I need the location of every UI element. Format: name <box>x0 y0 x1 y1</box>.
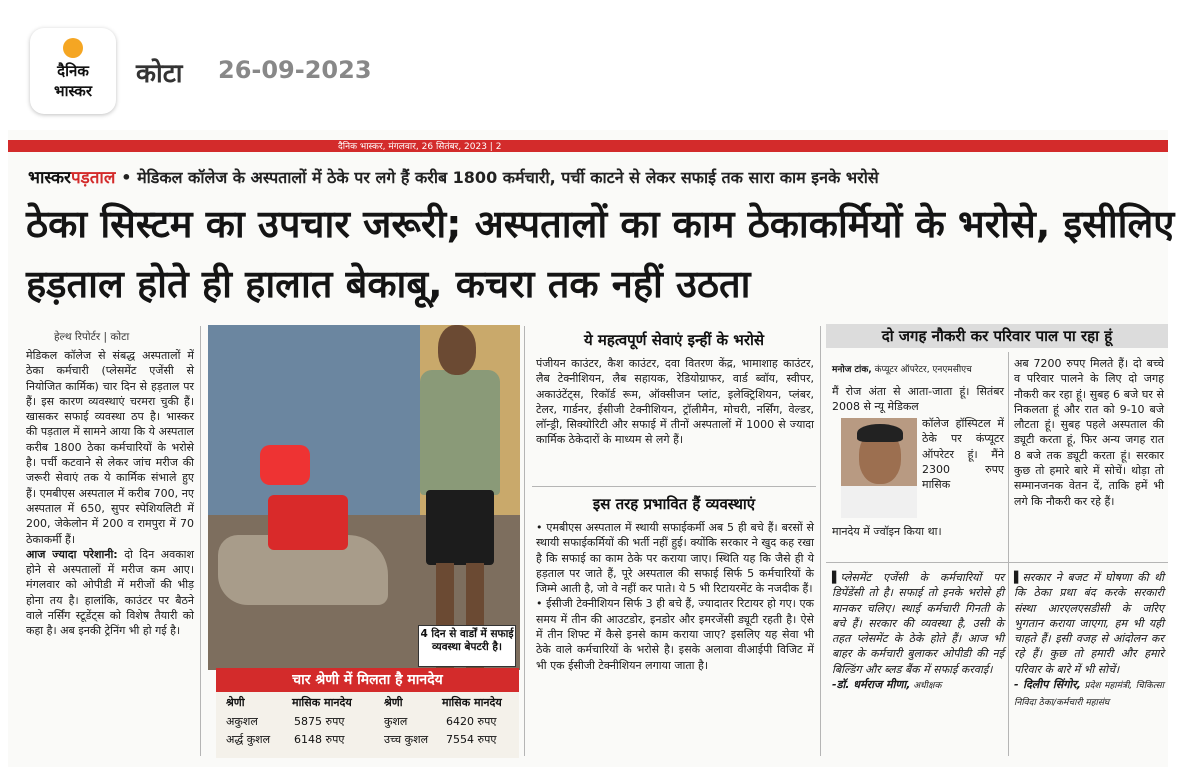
newspaper-clipping <box>8 130 1175 767</box>
worker-story-heading: दो जगह नौकरी कर परिवार पाल पा रहा हूं <box>826 324 1168 348</box>
col1-subhead: आज ज्यादा परेशानी: <box>26 547 118 561</box>
services-heading: ये महत्वपूर्ण सेवाएं इन्हीं के भरोसे <box>583 331 764 349</box>
story-tagline <box>28 166 879 190</box>
main-headline: ठेका सिस्टम का उपचार जरूरी; अस्पतालों का काम ठेकाकर्मियों के भरोसे, इसीलिए हड़ताल होते ही हालात बेकाबू, कचरा तक नहीं उठता <box>26 202 1175 306</box>
logo-text-line2: भास्कर <box>54 82 92 100</box>
superintendent-name: -डॉ. धर्मराज मीणा, <box>832 678 911 692</box>
column-divider <box>200 326 201 756</box>
pay-amount: 5875 रुपए <box>294 715 345 728</box>
hospital-garbage-photo <box>208 325 520 670</box>
superintendent-quote <box>832 570 1004 694</box>
pay-amount: 6148 रुपए <box>294 733 345 746</box>
article-column-1 <box>26 348 194 639</box>
logo-text-line1: दैनिक <box>57 62 89 80</box>
pay-table-title: चार श्रेणी में मिलता है मानदेय <box>216 668 519 692</box>
union-quote-text: ▌सरकार ने बजट में घोषणा की थी कि ठेका प्रथा बंद करके सरकारी संस्था आरएलएसडीसी के जरिए भुगतान कराया जाएगा, हम भी यही चाहते हैं। इसी वजह से आंदोलन कर रहे हैं। कुछ तो हमारी और हमारे परिवार के बारे में भी सोचें। <box>1014 571 1164 676</box>
page-header-strip <box>8 140 1168 152</box>
union-leader-role: प्रदेश महामंत्री, चिकित्सा निविदा ठेका/कर्मचारी महासंघ <box>1014 681 1164 709</box>
pay-scale-table <box>216 668 519 758</box>
worker-portrait <box>841 418 917 518</box>
impact-details <box>536 520 814 673</box>
app-header <box>0 0 1190 128</box>
tagline-brand-black: भास्कर <box>28 168 71 188</box>
worker-role: कंप्यूटर ऑपरेटर, एनएमसीएच <box>871 365 972 375</box>
tagline-brand-red: पड़ताल <box>70 168 116 188</box>
row-divider <box>532 486 816 487</box>
pay-category: कुशल <box>384 715 408 728</box>
col1-paragraph-2: दो दिन अवकाश होने से अस्पतालों में मरीज कम आए। मंगलवार को ओपीडी में मरीजों की भीड़ होना तय है। हालांकि, काउंटर पर बैठने वाले नर्सिंग स्टूडेंट्स को विशेष तैयारी को कहा है। अब इनकी ट्रेनिंग भी हो गई है। <box>26 547 194 638</box>
tagline-text: • मेडिकल कॉलेज के अस्पतालों में ठेके पर लगे हैं करीब 1800 कर्मचारी, पर्ची काटने से लेकर सफाई तक सारा काम इनके भरोसे <box>121 168 879 187</box>
impact-point-1: • एमबीएस अस्पताल में स्थायी सफाईकर्मी अब 5 ही बचे हैं। बरसों से स्थायी सफाईकर्मियों की भर्ती नहीं हुई। क्योंकि सरकार ने खुद कह रखा है कि सफाई का काम ठेके पर कराया जाए। स्थिति यह कि जैसे ही ये हड़ताल पर जाते हैं, पूरे अस्पताल की सफाई सिर्फ 5 कर्मचारियों के जिम्मे आती है, जो वे नहीं कर पाते। ये 5 भी रिटायरमेंट के नजदीक हैं। <box>536 521 814 596</box>
services-list: पंजीयन काउंटर, कैश काउंटर, दवा वितरण केंद्र, भामाशाह काउंटर, लैब टेक्नीशियन, लैब सहायक, रेडियोग्राफर, वार्ड ब्वॉय, स्वीपर, अकाउंटेंट्स, रिकॉर्ड रूम, ऑक्सीजन प्लांट, इलेक्ट्रिशियन, प्लंबर, टेलर, गार्डनर, ईसीजी टेक्नीशियन, ट्रॉलीमैन, मोचरी, नर्सिंग, वेल्डर, लॉन्ड्री, सिक्योरिटी और सफाई में तीनों अस्पतालों में 1000 से ज्यादा कार्मिक ठेकेदारों के माध्यम से लगे हैं। <box>536 357 814 447</box>
column-divider <box>1008 352 1009 756</box>
pay-amount: 7554 रुपए <box>446 733 497 746</box>
pay-table-header-pay: मासिक मानदेय <box>442 696 502 709</box>
worker-name-line <box>832 364 1004 376</box>
worker-quote-bottom: मानदेय में ज्वॉइन किया था। <box>832 525 942 538</box>
pay-category: अकुशल <box>226 715 258 728</box>
edition-date: 26-09-2023 <box>218 56 372 84</box>
pay-category: अर्द्ध कुशल <box>226 733 271 746</box>
pay-table-header-pay: मासिक मानदेय <box>292 696 352 709</box>
worker-quote-side: कॉलेज हॉस्पिटल में ठेके पर कंप्यूटर ऑपरेटर हूं। मैंने 2300 रुपए मासिक <box>922 417 1004 492</box>
row-divider <box>826 562 1168 563</box>
superintendent-role: अधीक्षक <box>910 681 942 692</box>
photo-caption: 4 दिन से वार्डों में सफाई व्यवस्था बेपटरी है। <box>418 625 516 667</box>
strip-text: दैनिक भास्कर, मंगलवार, 26 सितंबर, 2023 | 2 <box>338 142 502 152</box>
pay-amount: 6420 रुपए <box>446 715 497 728</box>
column-divider <box>524 326 525 756</box>
col1-paragraph-1: मेडिकल कॉलेज से संबद्ध अस्पतालों में ठेका कर्मचारी (प्लेसमेंट एजेंसी से नियोजित कार्मिक) चार दिन से हड़ताल पर हैं। इस कारण व्यवस्थाएं चरमरा चुकी हैं। खासकर सफाई व्यवस्था ठप है। भास्कर की पड़ताल में सामने आया कि ये अस्पताल करीब 1800 ठेका कर्मचारियों के भरोसे है। पर्ची कटवाने से लेकर जांच मरीज की जरूरी सेवाएं तक ये कार्मिक संभाले हुए हैं। एमबीएस अस्पताल में करीब 700, नए अस्पताल में 650, सुपर स्पेशियलिटी में 200, जेकेलोन में 200 व रामपुरा में 70 ठेकाकर्मी हैं। <box>26 349 194 546</box>
union-leader-name: - दिलीप सिंगोर, <box>1014 678 1081 692</box>
worker-quote-top: मैं रोज अंता से आता-जाता हूं। सितंबर 2008 से न्यू मेडिकल <box>832 385 1004 414</box>
pay-table-header-category: श्रेणी <box>384 696 403 709</box>
dainik-bhaskar-logo[interactable] <box>30 28 116 114</box>
pay-table-header-category: श्रेणी <box>226 696 245 709</box>
union-quote <box>1014 570 1164 712</box>
pay-category: उच्च कुशल <box>384 733 429 746</box>
sun-icon <box>63 38 83 58</box>
impact-point-2: • ईसीजी टेक्नीशियन सिर्फ 3 ही बचे हैं, ज्यादातर रिटायर हो गए। एक समय में तीन की आउटडोर, इनडोर और इमरजेंसी ड्यूटी रहती है। ऐसे में तीन शिफ्ट में कैसे इनसे काम कराया जाए? इसलिए यह सेवा भी ठेके वाले कर्मचारियों के भरोसे है। इसके अलावा वीआईपी विजिट में भी एक ईसीजी टेक्नीशियन लगाया जाता है। <box>536 597 814 672</box>
impact-heading: इस तरह प्रभावित हैं व्यवस्थाएं <box>592 495 756 513</box>
edition-city: कोटा <box>136 59 183 89</box>
worker-quote-continued: अब 7200 रुपए मिलते हैं। दो बच्चे व परिवार पालने के लिए दो जगह नौकरी कर रहा हूं। सुबह 6 बजे घर से निकलता हूं और रात को 9-10 बजे लौटता हूं। सुबह पहले अस्पताल की ड्यूटी करता हूं, फिर अन्य जगह रात 8 बजे तक ड्यूटी करता हूं। सरकार कुछ तो हमारे बारे में सोचें। थोड़ा तो सम्मानजनक वेतन दें, ताकि हमें भी लगे कि नौकरी कर रहे हैं। <box>1014 357 1164 508</box>
byline: हेल्थ रिपोर्टर | कोटा <box>54 331 130 343</box>
worker-name: मनोज टांक, <box>832 365 872 375</box>
column-divider <box>820 326 821 756</box>
superintendent-quote-text: ▌प्लेसमेंट एजेंसी के कर्मचारियों पर डिपेंडेंसी तो है। सफाई तो इनके भरोसे ही मानकर चलिए। स्थाई कर्मचारी गिनती के बचे हैं। सरकार की व्यवस्था है, उसी के तहत प्लेसमेंट के ठेके होते हैं। आज भी बाहर के कर्मचारी बुलाकर ओपीडी की नई बिल्डिंग और ब्लड बैंक में सफाई करवाई। <box>832 571 1004 676</box>
